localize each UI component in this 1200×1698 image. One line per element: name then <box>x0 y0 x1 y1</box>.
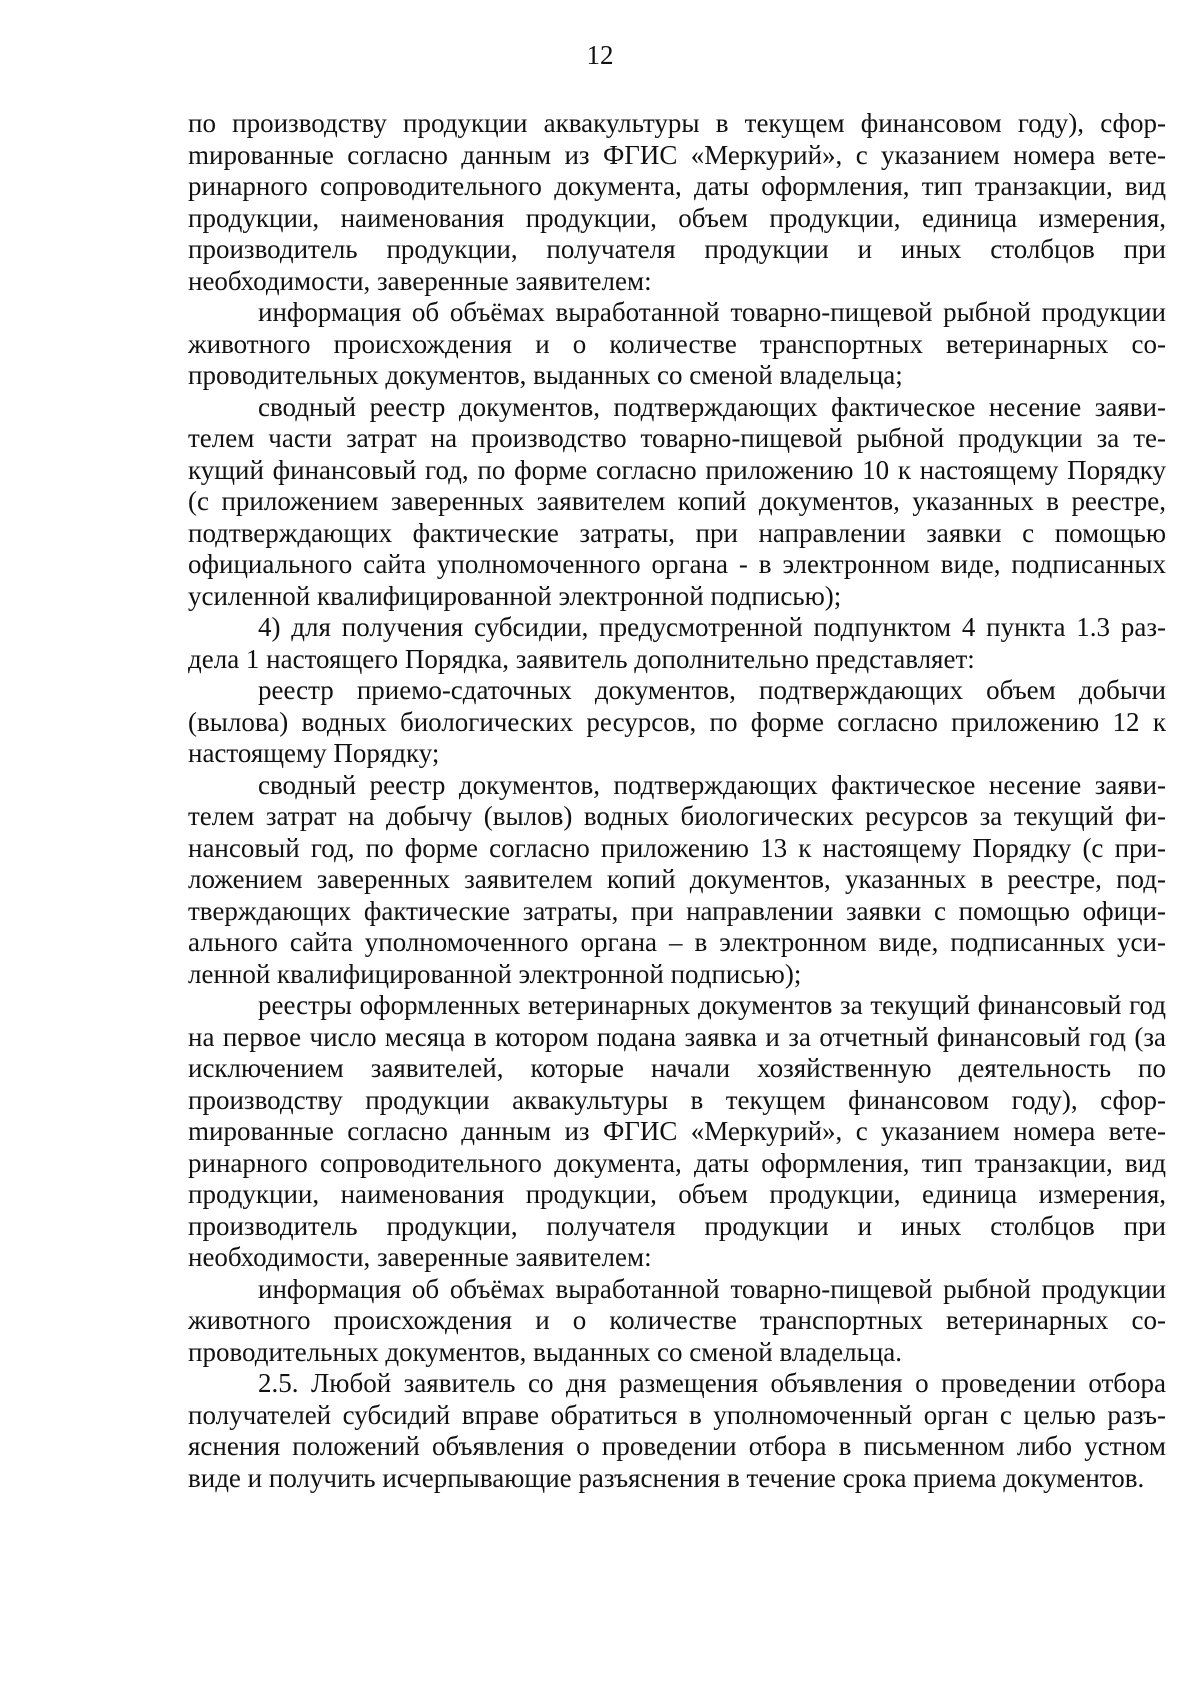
paragraph-6: сводный реестр документов, подтверждающих фактическое несение заявителем затрат на добычу (вылов) водных биологических ресурсов за текущий финансовый год, по форме согласно приложению 13 к настоящему Порядку (с приложением заверенных заявителем копий документов, указанных в реестре, подтверждающих фактические затраты, при направлении заявки с помощью официального сайта уполномоченного органа – в электронном виде, подписанных усиленной квалифицированной электронной подписью); <box>188 769 1166 989</box>
paragraph-5: реестр приемо-сдаточных документов, подтверждающих объем добычи (вылова) водных биологических ресурсов, по форме согласно приложению 12 к настоящему Порядку; <box>188 675 1166 768</box>
paragraph-9: 2.5. Любой заявитель со дня размещения объявления о проведении отбора получателей субсидий вправе обратиться в уполномоченный орган с целью разъяснения положений объявления о проведении отбора в письменном либо устном виде и получить исчерпывающие разъяснения в течение срока приема документов. <box>188 1368 1166 1493</box>
page-number: 12 <box>586 40 614 70</box>
paragraph-1: по производству продукции аквакультуры в текущем финансовом году), сфорmированные согласно данным из ФГИС «Меркурий», с указанием номера ветеринарного сопроводительного документа, даты оформления, тип транзакции, вид продукции, наименования продукции, объем продукции, единица измерения, производитель продукции, получателя продукции и иных столбцов при необходимости, заверенные заявителем: <box>188 108 1166 296</box>
paragraph-7: реестры оформленных ветеринарных документов за текущий финансовый год на первое число месяца в котором подана заявка и за отчетный финансовый год (за исключением заявителей, которые начали хозяйственную деятельность по производству продукции аквакультуры в текущем финансовом году), сфорmированные согласно данным из ФГИС «Меркурий», с указанием номера ветеринарного сопроводительного документа, даты оформления, тип транзакции, вид продукции, наименования продукции, объем продукции, единица измерения, производитель продукции, получателя продукции и иных столбцов при необходимости, заверенные заявителем: <box>188 990 1166 1272</box>
paragraph-8: информация об объёмах выработанной товарно-пищевой рыбной продукции животного происхождения и о количестве транспортных ветеринарных сопроводительных документов, выданных со сменой владельца. <box>188 1273 1166 1367</box>
paragraph-3: сводный реестр документов, подтверждающих фактическое несение заявителем части затрат на производство товарно-пищевой рыбной продукции за текущий финансовый год, по форме согласно приложению 10 к настоящему Порядку (с приложением заверенных заявителем копий документов, указанных в реестре, подтверждающих фактические затраты, при направлении заявки с помощью официального сайта уполномоченного органа - в электронном виде, подписанных усиленной квалифицированной электронной подписью); <box>188 391 1166 611</box>
paragraph-4: 4) для получения субсидии, предусмотренной подпунктом 4 пункта 1.3 раздела 1 настоящего Порядка, заявитель дополнительно представляет: <box>188 612 1166 674</box>
body-text <box>188 108 1166 1494</box>
paragraph-2: информация об объёмах выработанной товарно-пищевой рыбной продукции животного происхождения и о количестве транспортных ветеринарных сопроводительных документов, выданных со сменой владельца; <box>188 297 1166 390</box>
